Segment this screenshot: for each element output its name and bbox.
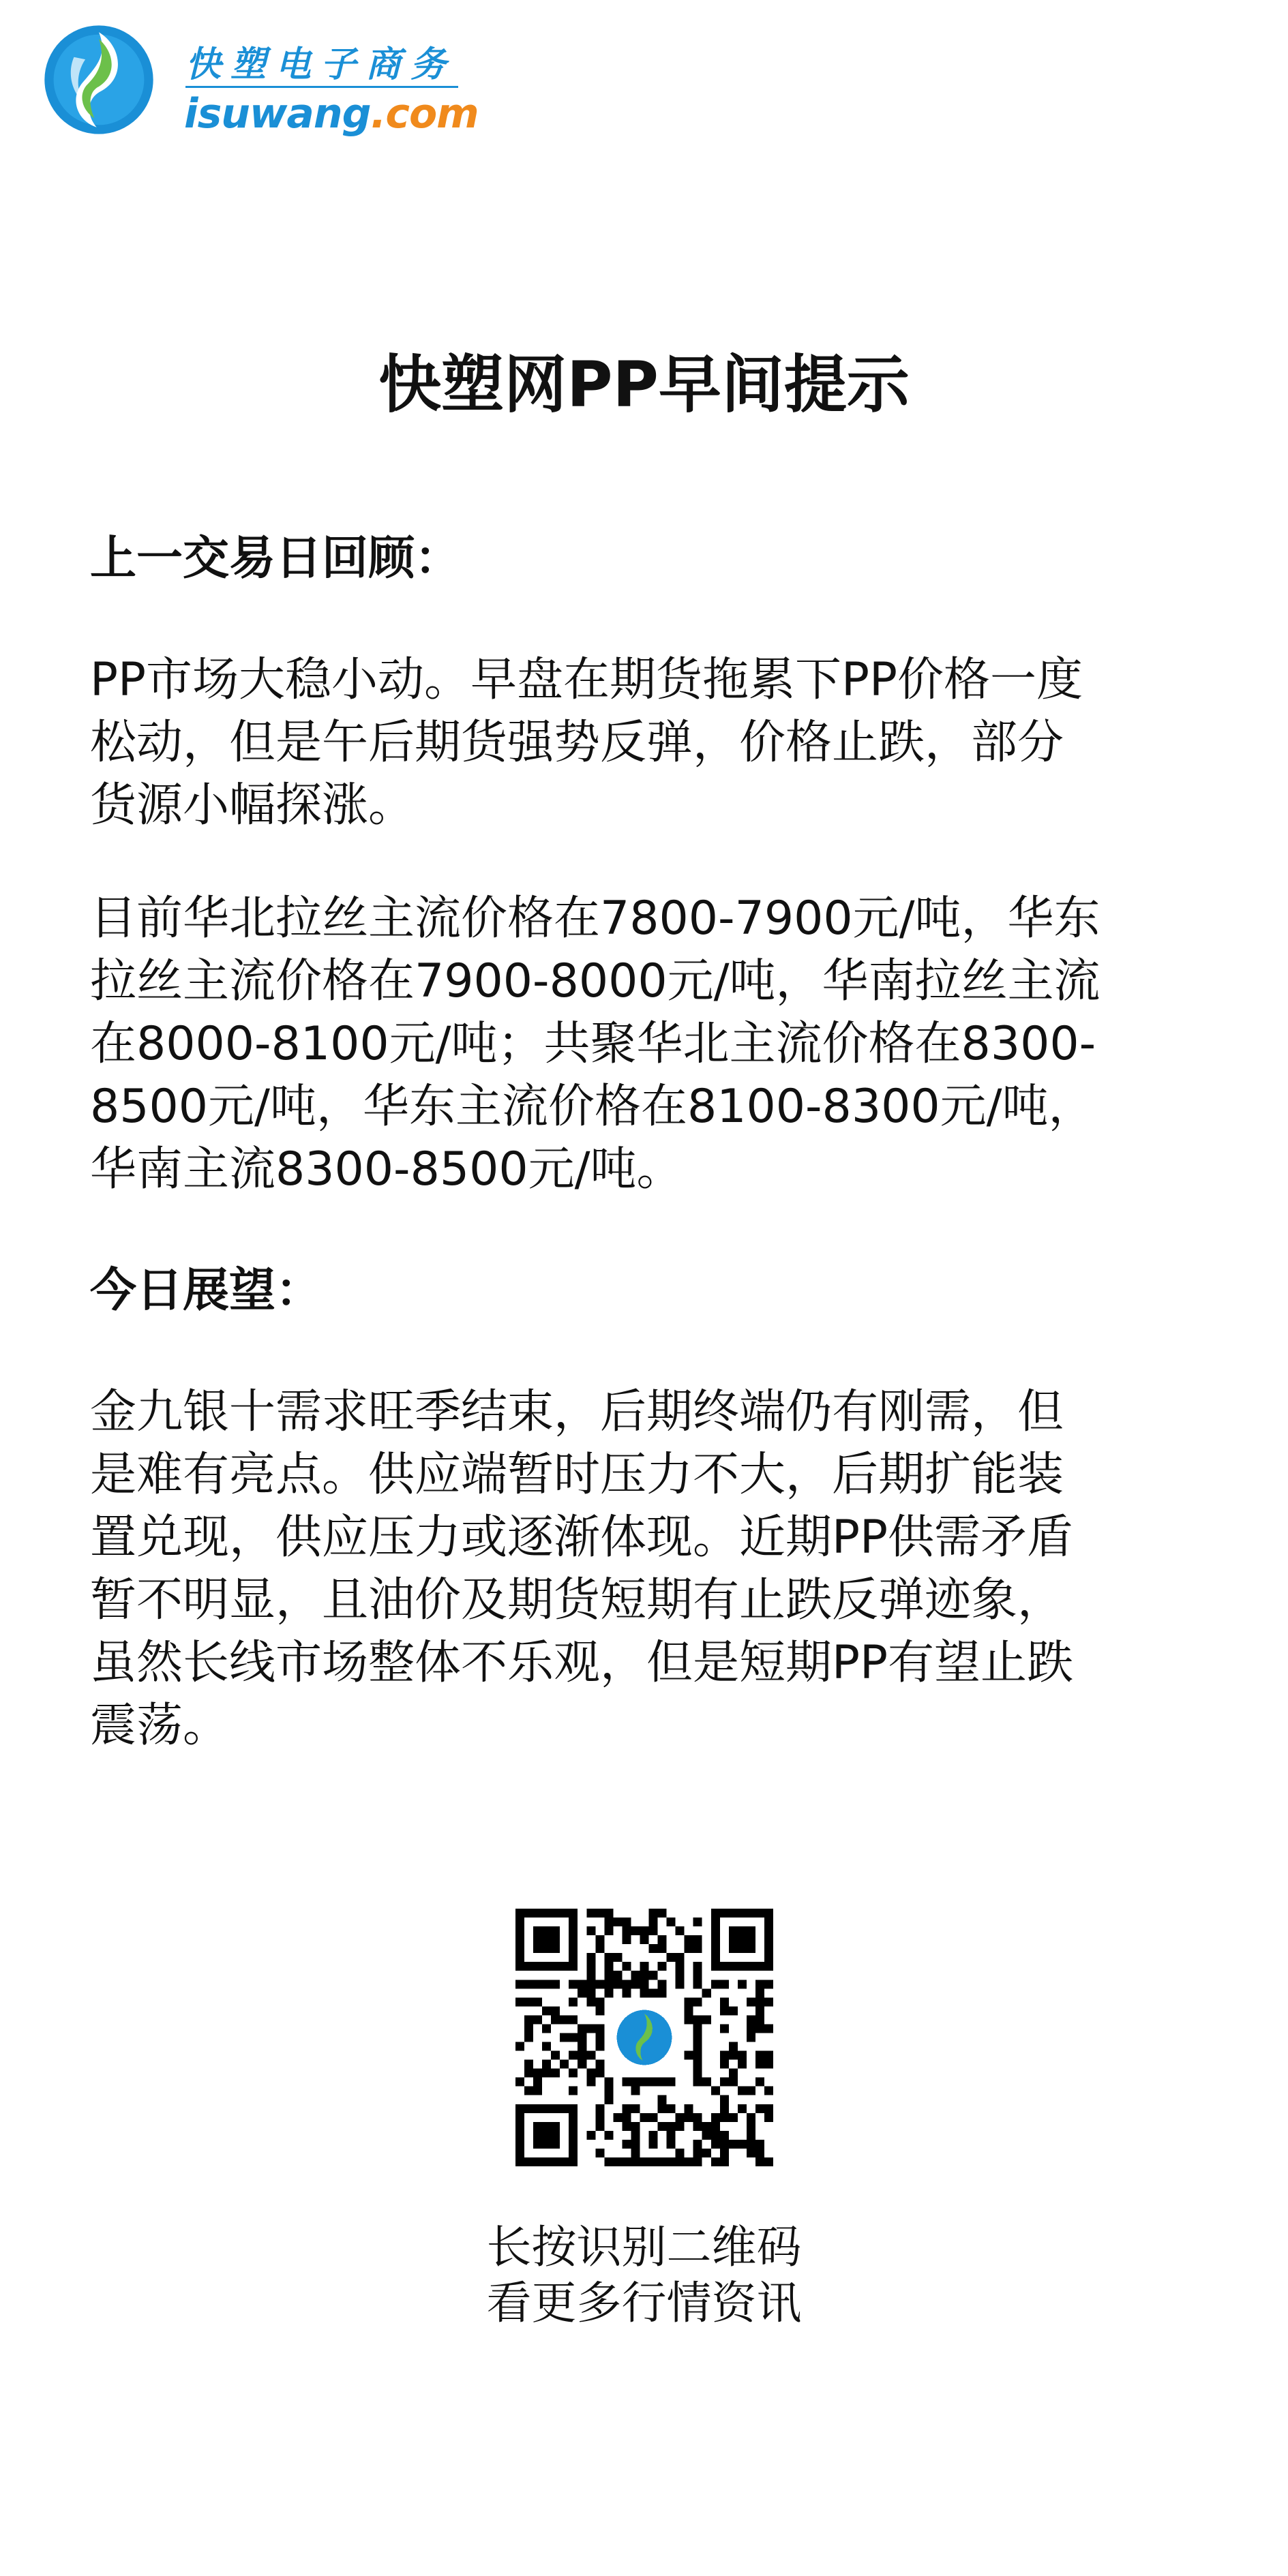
paragraph-line: 拉丝主流价格在7900-8000元/吨，华南拉丝主流 bbox=[90, 954, 1100, 1008]
qr-caption-line-2: 看更多行情资讯 bbox=[486, 2277, 802, 2329]
logo-tld-text: .com bbox=[370, 90, 479, 138]
review-section bbox=[90, 525, 1201, 593]
review-heading: 上一交易日回顾： bbox=[90, 532, 462, 586]
qr-caption bbox=[0, 2219, 1288, 2331]
paragraph-line: 金九银十需求旺季结束，后期终端仍有刚需，但 bbox=[90, 1385, 1064, 1439]
paragraph-line: 暂不明显，且油价及期货短期有止跌反弹迹象， bbox=[90, 1573, 1064, 1627]
page-title: 快塑网PP早间提示 bbox=[378, 348, 910, 421]
paragraph-line: PP市场大稳小动。早盘在期货拖累下PP价格一度 bbox=[90, 653, 1083, 707]
logo-wordmark bbox=[184, 90, 479, 138]
outlook-section bbox=[90, 1257, 1201, 1325]
paragraph-line: 华南主流8300-8500元/吨。 bbox=[90, 1142, 683, 1196]
logo-mark-icon bbox=[42, 23, 155, 136]
logo-chinese-text: 快塑电子商务 bbox=[185, 44, 456, 85]
paragraph-line: 8500元/吨，华东主流价格在8100-8300元/吨， bbox=[90, 1080, 1095, 1134]
paragraph-line: 目前华北拉丝主流价格在7800-7900元/吨，华东 bbox=[90, 892, 1100, 945]
logo-brand-text: isuwang bbox=[184, 90, 371, 138]
paragraph-line: 是难有亮点。供应端暂时压力不大，后期扩能装 bbox=[90, 1448, 1064, 1502]
logo-divider bbox=[185, 86, 458, 88]
qr-code[interactable] bbox=[515, 1909, 773, 2166]
qr-caption-line-1: 长按识别二维码 bbox=[486, 2221, 802, 2273]
review-paragraph-1 bbox=[90, 649, 1201, 837]
outlook-heading: 今日展望： bbox=[90, 1264, 323, 1318]
brand-logo[interactable] bbox=[42, 23, 479, 139]
paragraph-line: 置兑现，供应压力或逐渐体现。近期PP供需矛盾 bbox=[90, 1511, 1074, 1564]
qr-code-icon bbox=[515, 1909, 773, 2166]
paragraph-line: 虽然长线市场整体不乐观，但是短期PP有望止跌 bbox=[90, 1636, 1074, 1690]
outlook-paragraph bbox=[90, 1381, 1201, 1757]
review-paragraph-2 bbox=[90, 888, 1201, 1201]
paragraph-line: 震荡。 bbox=[90, 1699, 230, 1753]
paragraph-line: 在8000-8100元/吨；共聚华北主流价格在8300- bbox=[90, 1017, 1096, 1071]
paragraph-line: 松动，但是午后期货强势反弹，价格止跌，部分 bbox=[90, 716, 1064, 770]
paragraph-line: 货源小幅探涨。 bbox=[90, 778, 415, 832]
